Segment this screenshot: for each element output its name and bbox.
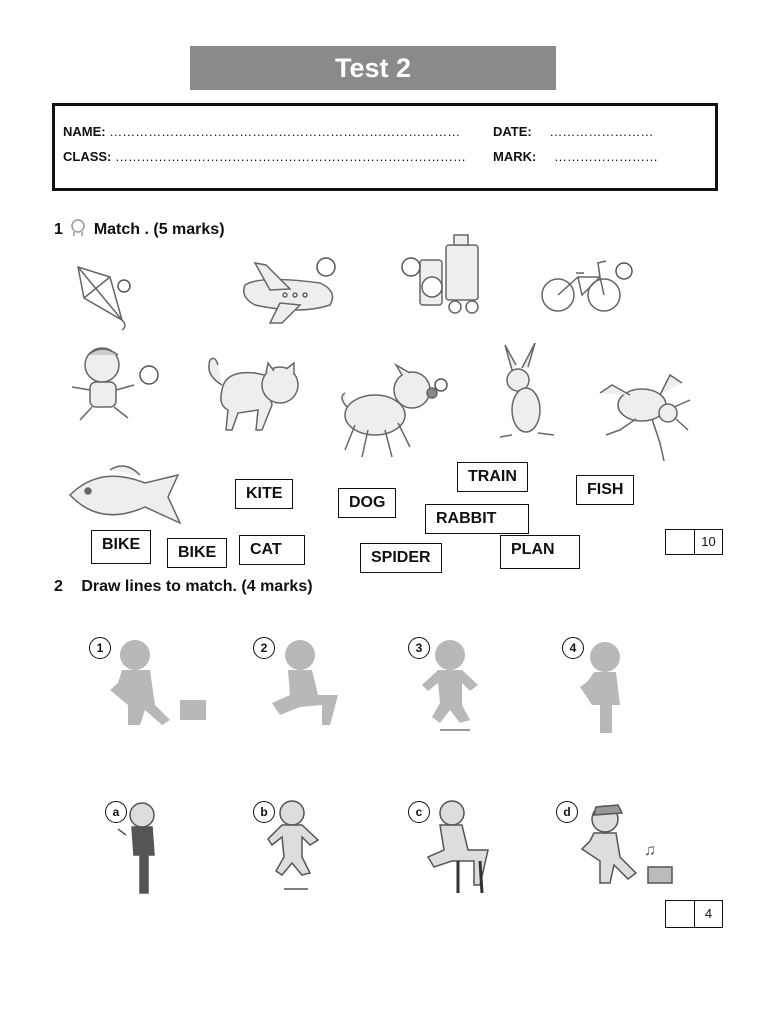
silhouette-number-4: 4: [562, 637, 584, 659]
doll-icon: [72, 348, 134, 420]
doll-answer-circle[interactable]: [140, 366, 158, 384]
boy-jumping-icon: [268, 801, 318, 889]
silhouettes-row: [0, 625, 768, 755]
section2-instruction: Draw lines to match. (4 marks): [81, 578, 313, 595]
train-answer-circle[interactable]: [402, 258, 420, 276]
bike-icon: [542, 261, 620, 311]
cat-icon: [209, 358, 298, 430]
airplane-answer-circle[interactable]: [317, 258, 335, 276]
student-info-box: [52, 103, 718, 191]
section1-pictures: [0, 225, 768, 525]
silhouette-singing-icon: [580, 642, 620, 733]
word-bike-2[interactable]: BIKE: [167, 538, 227, 568]
kite-icon: [78, 267, 125, 330]
bike-answer-circle[interactable]: [616, 263, 632, 279]
page-title: Test 2: [190, 46, 556, 90]
section1-score-blank[interactable]: [666, 530, 695, 554]
name-label: NAME:: [63, 124, 106, 139]
boy-dancing-icon: [582, 805, 672, 883]
dog-icon: [342, 365, 437, 457]
word-bike[interactable]: BIKE: [91, 530, 151, 564]
picture-letter-c: c: [408, 801, 430, 823]
spider-icon: [600, 375, 690, 461]
date-field[interactable]: ……………………: [549, 124, 654, 139]
class-row: [63, 149, 466, 164]
train-icon: [420, 235, 478, 313]
section2-score-total: 4: [704, 906, 713, 921]
fish-icon: [70, 466, 180, 523]
date-label: DATE:: [493, 124, 532, 139]
word-dog[interactable]: DOG: [338, 488, 396, 518]
section1-score-total: 10: [701, 534, 716, 549]
section2-header: [54, 578, 313, 596]
section2-number: 2: [54, 578, 63, 595]
word-cat[interactable]: CAT: [239, 535, 305, 565]
section1-instruction: Match . (5 marks): [93, 221, 225, 238]
word-fish[interactable]: FISH: [576, 475, 634, 505]
mark-field[interactable]: ……………………: [553, 149, 658, 164]
boy-sitting-icon: [428, 801, 488, 893]
word-spider[interactable]: SPIDER: [360, 543, 442, 573]
silhouette-number-1: 1: [89, 637, 111, 659]
section2-score-blank[interactable]: [666, 901, 695, 927]
word-rabbit[interactable]: RABBIT: [425, 504, 529, 534]
word-kite[interactable]: KITE: [235, 479, 293, 509]
silhouette-sitting-icon: [272, 640, 338, 725]
silhouette-number-2: 2: [253, 637, 275, 659]
word-train[interactable]: TRAIN: [457, 462, 528, 492]
class-field[interactable]: ………………………………………………………………………: [115, 149, 467, 164]
date-row: [493, 124, 653, 139]
rabbit-icon: [500, 343, 554, 437]
silhouette-number-3: 3: [408, 637, 430, 659]
picture-letter-a: a: [105, 801, 127, 823]
picture-letter-b: b: [253, 801, 275, 823]
class-label: CLASS:: [63, 149, 112, 164]
mark-label: MARK:: [493, 149, 537, 164]
name-field[interactable]: ………………………………………………………………………: [109, 124, 461, 139]
section2-score-box: [665, 900, 723, 928]
svg-text:♫: ♫: [644, 842, 656, 859]
mark-row: [493, 149, 658, 164]
picture-letter-d: d: [556, 801, 578, 823]
silhouette-jumping-icon: [422, 640, 478, 730]
kite-answer-circle[interactable]: [118, 280, 130, 292]
section1-score-box: [665, 529, 723, 555]
name-row: [63, 124, 460, 139]
dog-answer-circle[interactable]: [435, 379, 447, 391]
word-plan[interactable]: PLAN: [500, 535, 580, 569]
section1-number: 1: [54, 221, 63, 238]
silhouette-dancing-icon: [110, 640, 206, 725]
